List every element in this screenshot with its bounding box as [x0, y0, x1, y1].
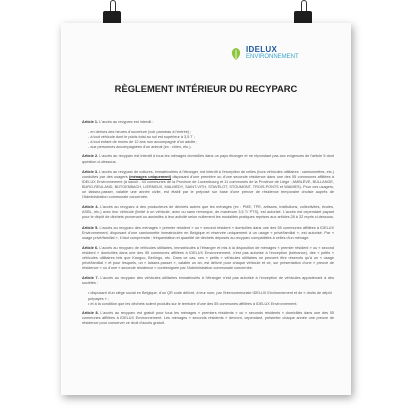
list-item: - à tout enfant de moins de 12 ans non accompagné d'un adulte ;	[88, 140, 334, 145]
article-4	[82, 205, 334, 220]
document-sheet	[61, 23, 351, 395]
article-text: L'accès au recyparc des ménages « premier résident » ou « second résident » domiciliés dans une des 55 communes affiliées à IDELUX Environnement, disposant d'une camionnette immatriculée en Belgique et réservée uniquement à un usage « privé/familial », est autorisé. Par « usage privé/familial », il faut comprendre : fréquentation et quantité de déchets déposés au recyparc compatibles à celles d'un ménage.	[82, 225, 334, 240]
article-1-list	[88, 130, 334, 150]
article-label: Article 3.	[82, 169, 99, 174]
article-label: Article 6.	[82, 245, 99, 250]
idelux-logo	[229, 45, 329, 65]
list-item: • disposant d'un siège social en Belgique, d'un QR code délivré, à leur nom, par l'intercommunale IDELUX Environnement et de « droits de dépôt prépayés » ;	[88, 291, 334, 301]
article-text: L'accès au recyparc est interdit à tous les ménages domiciliés dans un pays étranger et ne répondant pas aux exigences de l'article 5 dont question ci-dessous.	[82, 154, 334, 164]
logo-name: IDELUX	[246, 45, 278, 54]
article-2	[82, 154, 334, 164]
article-text: L'accès au recyparc de voitures, immatriculées à l'étranger, est interdit à l'exception de celles (hors véhicules utilitaires : camionnettes, etc.) conduites par des usagers	[82, 169, 334, 179]
list-item: - en dehors des heures d'ouverture (voir panneau à l'entrée) ;	[88, 130, 334, 135]
list-item: - aux personnes accompagnées d'un animal (ex : chien, etc.).	[88, 145, 334, 150]
article-text: L'accès au recyparc des véhicules utilitaires immatriculés à l'étranger n'est pas autorisé à l'exception de véhicules appartenant à des sociétés :	[82, 276, 334, 286]
article-1	[82, 120, 334, 125]
article-label: Article 4.	[82, 205, 99, 210]
article-3	[82, 170, 334, 201]
article-text: L'accès au recyparc de véhicules utilitaires, immatriculés à l'étranger et mis à la disposition de ménages « premier résident » ou « second résident » domiciliés dans une des 55 communes affiliées à IDELUX Environnement, n'est pas autorisé à l'exception (tolérance), des « petits » véhicules utilitaires tels que Kangoo, Berlingo, etc. Dans ce cas, ces « petits » véhicules utilitaires ne peuvent être réservés qu'à un « usage privé/familial » et pour lesquels, un « laissez-passer », valable un an, est délivré pour chaque véhicule et ce, sur présentation d'une « preuve de résidence » ou d'une « seconde résidence » contresignée par l'Administration communale concernée.	[82, 245, 334, 271]
article-text: L'accès au recyparc est interdit :	[99, 120, 154, 124]
document-body	[82, 120, 334, 389]
article-label: Article 7.	[82, 276, 99, 281]
article-7	[82, 276, 334, 286]
article-label: Article 8.	[82, 310, 99, 315]
list-item: • et à la condition que les déchets soient produits sur le territoire d'une des 55 communes affiliées à IDELUX Environnement.	[88, 302, 334, 307]
article-8	[82, 311, 334, 326]
article-text: disposant d'une première ou d'une seconde résidence dans une des 55 communes affiliées à IDELUX Environnement (à savoir : 44 communes de la Province de Luxembourg et 11 communes de la Province de Liège : AMBLÈVE, BULLANGE, BURG-REULAND, BÜTGENBACH, LIERNEUX, MALMEDY, SAINT-VITH, STAVELOT, STOUMONT, TROIS-PONTS et WAIMES). Pour ces usagers, un laissez-passer, valable une année civile, est établi par le préposé sur base d'une preuve de résidence temporaire choisie auprès de l'Administration communale concernée.	[82, 174, 334, 200]
logo-tagline: ENVIRONNEMENT	[246, 54, 299, 60]
article-text: L'accès au recyparc à des producteurs de déchets autres que les ménages (ex : PME, TPE, artisans, institutions, collectivités, écoles, ASBL, etc.) avec leur véhicule (limité à un véhicule, avec ou sans remorque, de maximum 3,5 T/ PTS), est autorisé. L'accès est cependant payant pour le dépôt de déchets provenant ou assimilés à leur activité selon nullement les modalités pratiques reprises aux articles 28 à 32 repris ci-dessous.	[82, 205, 334, 220]
article-text-underlined: (ménages uniquement)	[129, 174, 172, 179]
article-text: L'accès au recyparc est gratuit pour tous les ménages « premiers résidents » ou « seconds résidents » domiciliés dans une des 55 communes affiliées à IDELUX Environnement. Les ménages « seconds résidents » devront, cependant, présenter chaque année une preuve de résidence pour conserver ce droit d'accès gratuit.	[82, 310, 334, 325]
article-label: Article 1.	[82, 120, 99, 124]
article-7-list	[88, 291, 334, 306]
leaf-icon	[229, 47, 243, 61]
article-5	[82, 226, 334, 241]
article-label: Article 5.	[82, 225, 99, 230]
article-label: Article 2.	[82, 154, 99, 159]
article-6	[82, 246, 334, 271]
list-item: - à tout véhicule dont le poids total au sol est supérieur à 3,5 T ;	[88, 135, 334, 140]
document-title: RÈGLEMENT INTÉRIEUR DU RECYPARC	[114, 83, 298, 94]
